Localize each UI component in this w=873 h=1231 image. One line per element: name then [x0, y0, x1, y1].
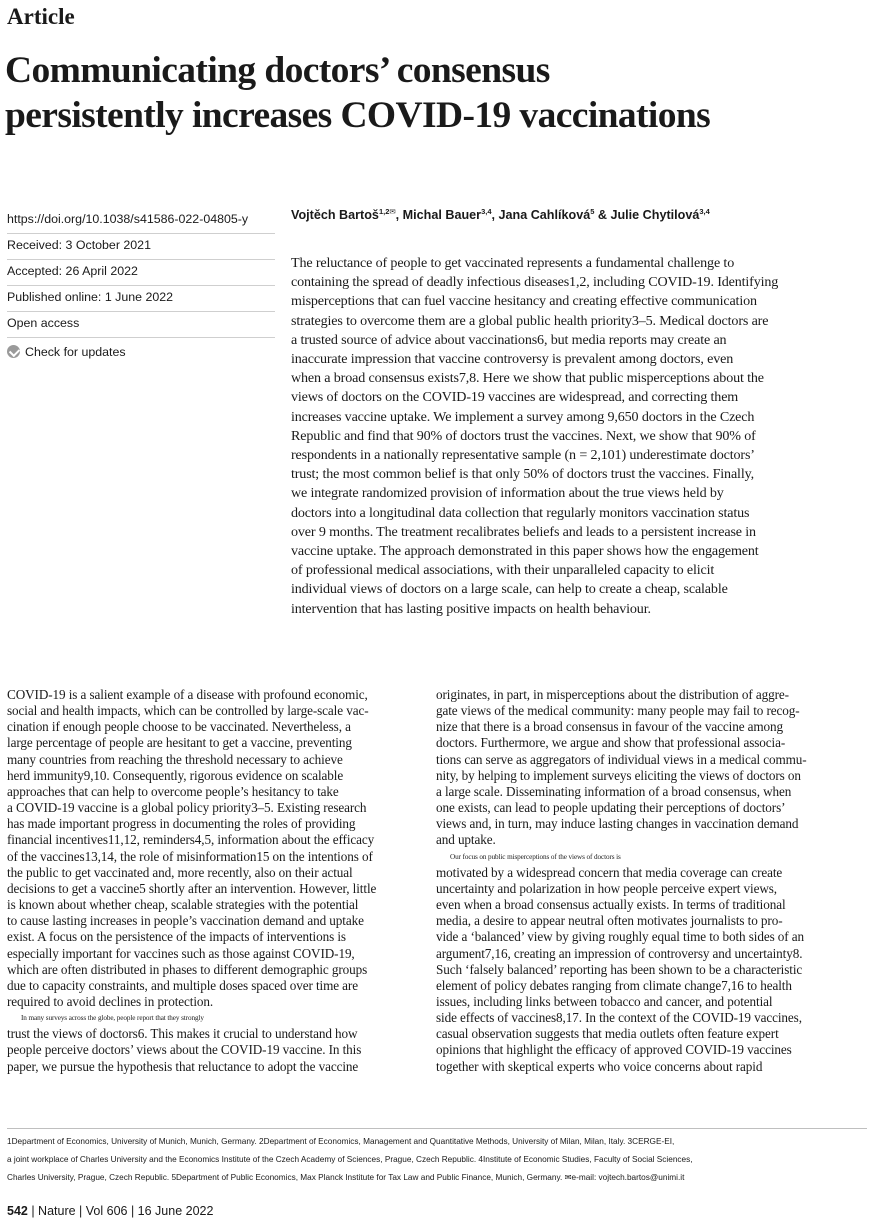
- body-text-line: is known about whether cheap, scalable strategies with the potential: [7, 897, 359, 913]
- body-text-line: a large scale. Disseminating information of a broad consensus, when: [436, 783, 792, 799]
- body-text-line: doctors. Furthermore, we argue and show that professional associa-: [436, 735, 786, 751]
- abstract-line: intervention that has lasting positive impacts on health behaviour.: [291, 600, 651, 617]
- article-type-label: Article: [7, 4, 75, 29]
- body-column-right: [436, 687, 851, 1075]
- body-text-line: many countries from reaching the threshold necessary to achieve: [7, 751, 343, 767]
- body-text-line: motivated by a widespread concern that media coverage can create: [436, 864, 783, 880]
- abstract-line: trust; the most common belief is that only 50% of doctors trust the vaccines. Finally,: [291, 466, 754, 483]
- body-text-line: social and health impacts, which can be controlled by large-scale vac-: [7, 703, 369, 719]
- abstract-line: when a broad consensus exists7,8. Here we show that public misperceptions about the: [291, 370, 764, 387]
- body-text-line: nity, by helping to implement surveys eliciting the views of doctors on: [436, 767, 801, 783]
- author-name[interactable]: , Jana Cahlíková: [491, 208, 591, 222]
- body-text-line: uncertainty and polarization in how people perceive expert views,: [436, 880, 778, 896]
- body-text-line: nize that there is a broad consensus in favour of the vaccine among: [436, 719, 784, 735]
- body-text-line: views and, in turn, may induce lasting changes in vaccination demand: [436, 816, 799, 832]
- author-affiliation-sup: 3,4: [481, 206, 492, 216]
- published-date: Published online: 1 June 2022: [7, 286, 275, 312]
- check-updates-icon: [7, 345, 20, 358]
- affiliation-line: 1Department of Economics, University of Munich, Munich, Germany. 2Department of Economics, Management and Quantitative Methods, University of Milan, Milan, Italy. 3CERGE-EI,: [7, 1137, 675, 1146]
- abstract-line: Republic and find that 90% of doctors trust the vaccines. Next, we show that 90% of: [291, 427, 756, 444]
- body-text-line: financial incentives11,12, reminders4,5, information about the efficacy: [7, 832, 375, 848]
- journal-info: | Nature | Vol 606 | 16 June 2022: [27, 1204, 214, 1218]
- footnote-divider: [7, 1128, 867, 1129]
- body-text-line: Our focus on public misperceptions of the views of doctors is: [450, 852, 621, 861]
- check-updates-label: Check for updates: [25, 344, 126, 359]
- body-text-line: issues, including links between tobacco and cancer, and potential: [436, 993, 773, 1009]
- page-number: 542: [7, 1204, 28, 1218]
- abstract-line: inaccurate impression that vaccine controversy is prevalent among doctors, even: [291, 351, 734, 368]
- body-text-line: COVID-19 is a salient example of a disease with profound economic,: [7, 687, 368, 702]
- body-text-line: approaches that can help to overcome people’s hesitancy to take: [7, 783, 339, 799]
- body-text-line: media, a desire to appear neutral often motivates journalists to pro-: [436, 913, 783, 929]
- abstract-line: over 9 months. The treatment recalibrates beliefs and leads to a persistent increase in: [291, 523, 756, 540]
- abstract-line: respondents in a nationally representative sample (n = 2,101) underestimate doctors’: [291, 447, 755, 464]
- abstract-line: a trusted source of advice about vaccinations6, but media reports may create an: [291, 331, 727, 348]
- body-text-line: of the vaccines13,14, the role of misinformation15 on the intentions of: [7, 848, 373, 864]
- body-text-line: which are often distributed in phases to different demographic groups: [7, 961, 368, 977]
- doi-link[interactable]: https://doi.org/10.1038/s41586-022-04805-y: [7, 208, 275, 234]
- author-name[interactable]: Vojtěch Bartoš: [291, 208, 379, 222]
- affiliation-line: a joint workplace of Charles University and the Economics Institute of the Czech Academy of Sciences, Prague, Czech Republic. 4Institute of Economic Studies, Faculty of Social Sciences,: [7, 1155, 693, 1164]
- body-text-line: due to capacity constraints, and multiple doses spaced over time are: [7, 977, 358, 993]
- body-text-line: to cause lasting increases in people’s vaccination demand and uptake: [7, 913, 364, 929]
- accepted-date: Accepted: 26 April 2022: [7, 260, 275, 286]
- abstract: [291, 254, 869, 619]
- author-list: [291, 206, 871, 224]
- author-affiliation-sup: 5: [590, 206, 595, 216]
- body-text-line: together with skeptical experts who voice concerns about rapid: [436, 1058, 763, 1074]
- abstract-line: strategies to overcome them are a global public health priority3–5. Medical doctors are: [291, 312, 769, 329]
- body-text-line: originates, in part, in misperceptions about the distribution of aggre-: [436, 687, 789, 702]
- body-text-line: and uptake.: [436, 832, 496, 848]
- body-text-line: Such ‘falsely balanced’ reporting has been shown to be a characteristic: [436, 961, 803, 977]
- author-affiliation-sup: 3,4: [699, 206, 710, 216]
- body-text-line: even when a broad consensus actually exists. In terms of traditional: [436, 897, 786, 913]
- abstract-line: The reluctance of people to get vaccinated represents a fundamental challenge to: [291, 255, 735, 271]
- abstract-line: we integrate randomized provision of information about the true views held by: [291, 485, 724, 502]
- abstract-line: views of doctors on the COVID-19 vaccines are widespread, and correcting them: [291, 389, 739, 406]
- abstract-line: doctors into a longitudinal data collection that regularly monitors vaccination status: [291, 504, 750, 521]
- body-text-line: cination if enough people choose to be vaccinated. Nevertheless, a: [7, 719, 351, 735]
- body-text-line: people perceive doctors’ views about the COVID-19 vaccine. In this: [7, 1042, 362, 1058]
- title-line: persistently increases COVID-19 vaccinations: [5, 95, 711, 136]
- body-text-line: one exists, can lead to people updating their perceptions of doctors’: [436, 800, 786, 816]
- article-metadata: [7, 208, 275, 364]
- body-text-line: has made important progress in documenting the roles of providing: [7, 816, 356, 832]
- body-text-line: paper, we pursue the hypothesis that reluctance to adopt the vaccine: [7, 1058, 359, 1074]
- abstract-line: increases vaccine uptake. We implement a survey among 9,650 doctors in the Czech: [291, 408, 755, 425]
- received-date: Received: 3 October 2021: [7, 234, 275, 260]
- article-title: [5, 48, 865, 138]
- author-name[interactable]: & Julie Chytilová: [594, 208, 700, 222]
- check-for-updates-link[interactable]: [7, 338, 275, 364]
- body-text-line: tions can serve as aggregators of individual views in a medical commu-: [436, 751, 807, 767]
- body-text-line: opinions that highlight the efficacy of approved COVID-19 vaccines: [436, 1042, 792, 1058]
- body-column-left: [7, 687, 422, 1075]
- body-text-line: especially important for vaccines such as those against COVID-19,: [7, 945, 355, 961]
- body-text-line: herd immunity9,10. Consequently, rigorous evidence on scalable: [7, 767, 344, 783]
- title-line: Communicating doctors’ consensus: [5, 50, 550, 91]
- body-text-line: gate views of the medical community: many people may fail to recog-: [436, 703, 800, 719]
- affiliation-line: Charles University, Prague, Czech Republic. 5Department of Public Economics, Max Planck Institute for Tax Law and Public Finance, Munich, Germany. ✉e-mail: vojtech.bartos@unimi.it: [7, 1173, 685, 1182]
- body-text-line: element of policy debates ranging from climate change7,16 to health: [436, 977, 792, 993]
- abstract-line: vaccine uptake. The approach demonstrated in this paper shows how the engagement: [291, 543, 759, 560]
- author-affiliation-sup: 1,2✉: [378, 206, 396, 216]
- body-text-line: argument7,16, creating an impression of controversy and uncertainty8.: [436, 945, 803, 961]
- body-text-line: trust the views of doctors6. This makes it crucial to understand how: [7, 1026, 358, 1042]
- author-name[interactable]: , Michal Bauer: [395, 208, 482, 222]
- body-text-line: large percentage of people are hesitant to get a vaccine, preventing: [7, 735, 352, 751]
- body-text-line: vide a ‘balanced’ view by giving roughly equal time to both sides of an: [436, 929, 805, 945]
- body-text-line: side effects of vaccines8,17. In the context of the COVID-19 vaccines,: [436, 1010, 802, 1026]
- body-text-line: required to avoid declines in protection.: [7, 993, 214, 1009]
- page-footer: [7, 1204, 213, 1218]
- body-text-line: a COVID-19 vaccine is a global policy priority3–5. Existing research: [7, 800, 367, 816]
- abstract-line: misperceptions that can fuel vaccine hesitancy and creating effective communication: [291, 293, 757, 310]
- body-text-line: casual observation suggests that media outlets often feature expert: [436, 1026, 779, 1042]
- open-access-label: Open access: [7, 312, 275, 338]
- abstract-line: containing the spread of deadly infectious diseases1,2, including COVID-19. Identifying: [291, 274, 779, 291]
- abstract-line: individual views of doctors on a large scale, can help to create a cheap, scalable: [291, 581, 728, 598]
- body-text-line: exist. A focus on the persistence of the impacts of interventions is: [7, 929, 346, 945]
- body-text-line: In many surveys across the globe, people report that they strongly: [21, 1014, 204, 1023]
- body-text-line: decisions to get a vaccine5 shortly after an intervention. However, little: [7, 880, 377, 896]
- abstract-line: of professional medical associations, with their unparalleled capacity to elicit: [291, 562, 715, 579]
- body-text-line: the public to get vaccinated and, more recently, also on their actual: [7, 864, 353, 880]
- affiliations-footnote: [7, 1133, 869, 1187]
